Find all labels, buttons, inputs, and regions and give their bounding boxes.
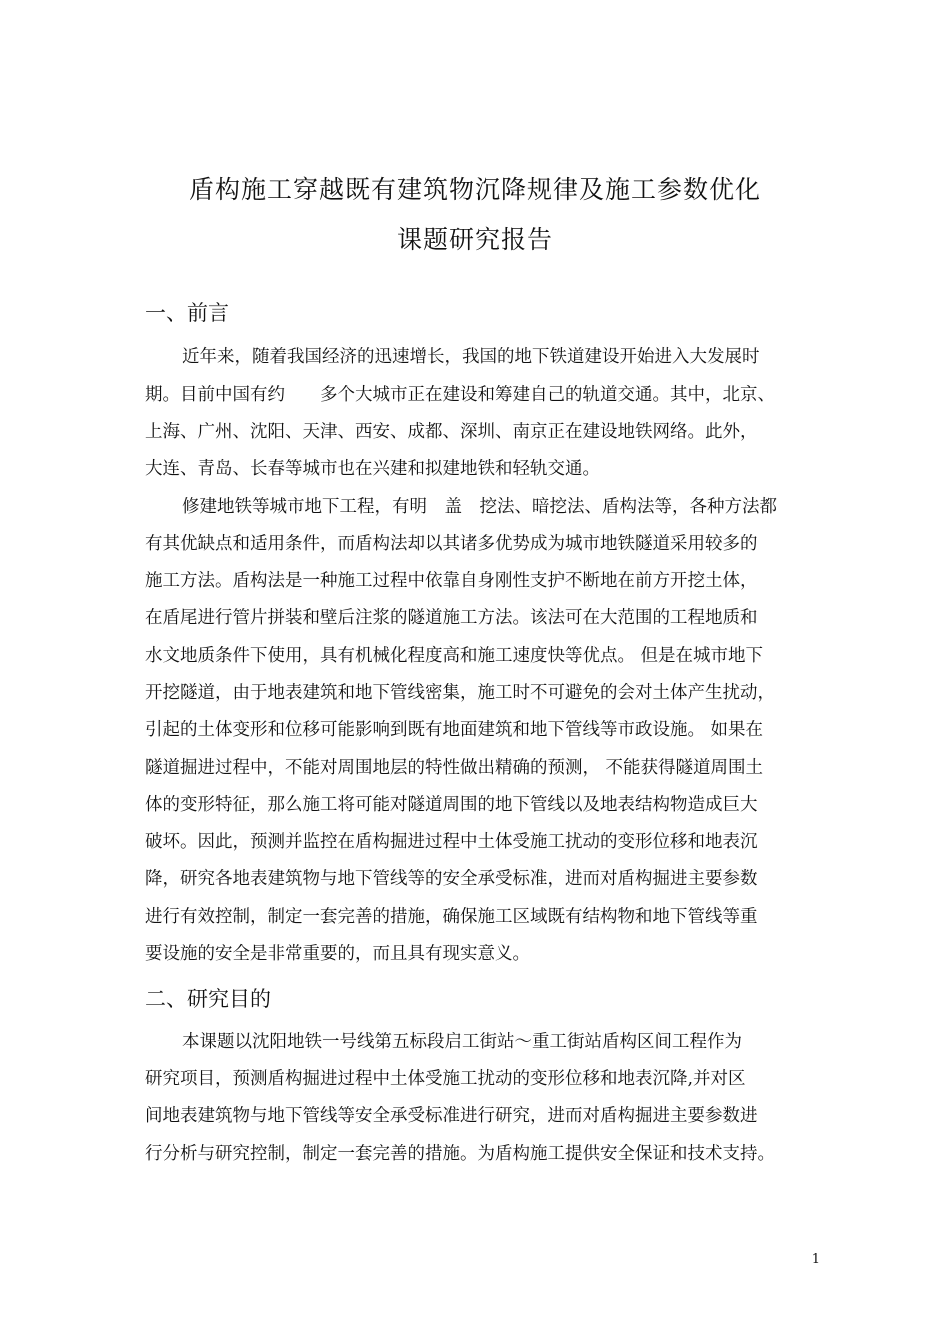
paragraph-line: 降，研究各地表建筑物与地下管线等的安全承受标准，进而对盾构掘进主要参数 <box>145 869 758 889</box>
section-heading-research-purpose: 二、研究目的 <box>145 987 271 1011</box>
paragraph-line: 要设施的安全是非常重要的，而且具有现实意义。 <box>145 944 530 964</box>
paragraph-line: 施工方法。盾构法是一种施工过程中依靠自身刚性支护不断地在前方开挖土体， <box>145 571 758 591</box>
paragraph-line: 体的变形特征，那么施工将可能对隧道周围的地下管线以及地表结构物造成巨大 <box>145 795 758 815</box>
paragraph-line: 期。目前中国有约 多个大城市正在建设和筹建自己的轨道交通。其中，北京、 <box>145 385 775 405</box>
section-heading-preface: 一、前言 <box>145 301 229 325</box>
paragraph-line: 修建地铁等城市地下工程，有明 盖 挖法、暗挖法、盾构法等，各种方法都 <box>182 497 777 517</box>
paragraph-line: 引起的土体变形和位移可能影响到既有地面建筑和地下管线等市政设施。 如果在 <box>145 720 764 740</box>
paragraph-line: 有其优缺点和适用条件，而盾构法却以其诸多优势成为城市地铁隧道采用较多的 <box>145 534 758 554</box>
paragraph-line: 本课题以沈阳地铁一号线第五标段启工街站～重工街站盾构区间工程作为 <box>182 1032 742 1052</box>
paragraph-line: 大连、青岛、长春等城市也在兴建和拟建地铁和轻轨交通。 <box>145 459 600 479</box>
report-title-line-1: 盾构施工穿越既有建筑物沉降规律及施工参数优化 <box>188 175 761 204</box>
paragraph-line: 在盾尾进行管片拼装和壁后注浆的隧道施工方法。该法可在大范围的工程地质和 <box>145 608 758 628</box>
paragraph-line: 研究项目，预测盾构掘进过程中土体受施工扰动的变形位移和地表沉降,并对区 <box>145 1069 746 1089</box>
paragraph-line: 行分析与研究控制，制定一套完善的措施。为盾构施工提供安全保证和技术支持。 <box>145 1144 775 1164</box>
page-number: 1 <box>811 1252 820 1267</box>
paragraph-line: 间地表建筑物与地下管线等安全承受标准进行研究，进而对盾构掘进主要参数进 <box>145 1106 758 1126</box>
paragraph-line: 上海、广州、沈阳、天津、西安、成都、深圳、南京正在建设地铁网络。此外， <box>145 422 758 442</box>
paragraph-line: 开挖隧道，由于地表建筑和地下管线密集，施工时不可避免的会对土体产生扰动， <box>145 683 775 703</box>
paragraph-line: 水文地质条件下使用，具有机械化程度高和施工速度快等优点。 但是在城市地下 <box>145 646 764 666</box>
paragraph-line: 隧道掘进过程中，不能对周围地层的特性做出精确的预测， 不能获得隧道周围土 <box>145 758 764 778</box>
report-title-line-2: 课题研究报告 <box>396 225 553 254</box>
paragraph-line: 进行有效控制，制定一套完善的措施，确保施工区域既有结构物和地下管线等重 <box>145 907 758 927</box>
paragraph-line: 近年来，随着我国经济的迅速增长，我国的地下铁道建设开始进入大发展时 <box>182 347 760 367</box>
paragraph-line: 破坏。因此，预测并监控在盾构掘进过程中土体受施工扰动的变形位移和地表沉 <box>145 832 758 852</box>
